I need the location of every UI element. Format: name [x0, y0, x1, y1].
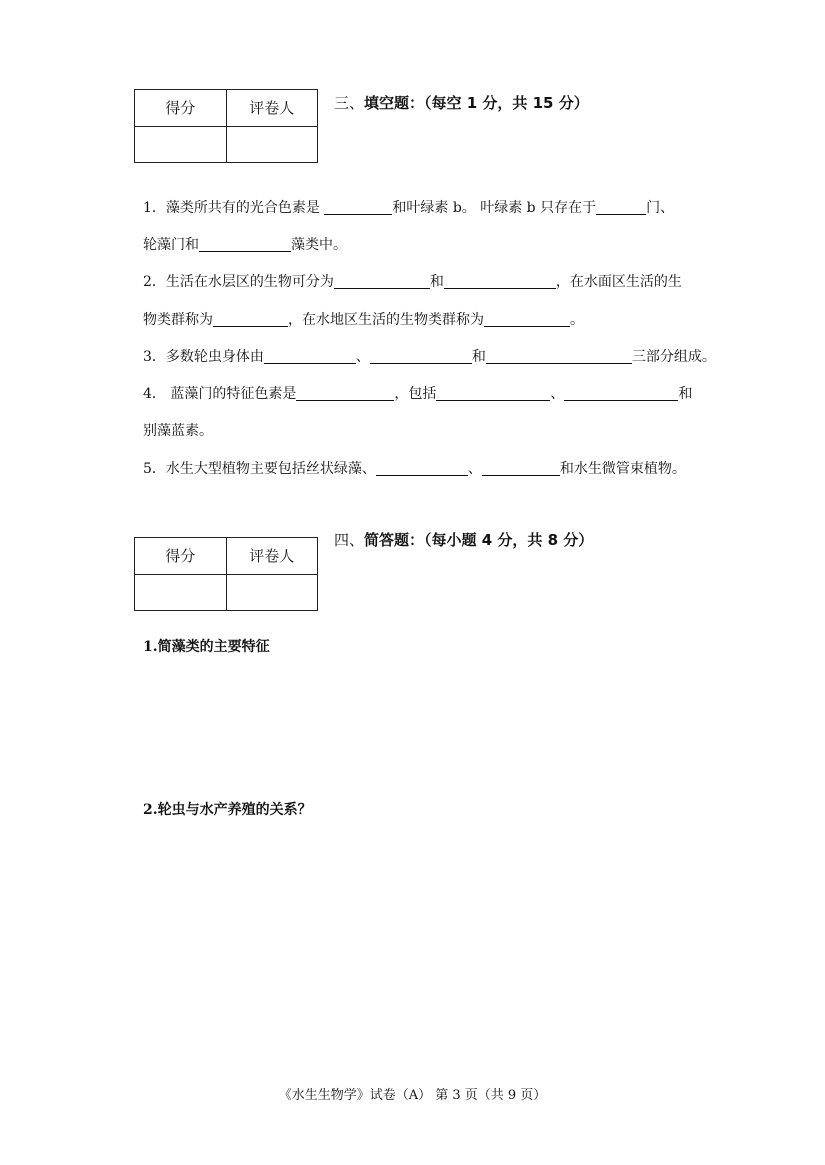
fill-q4-line1 — [143, 384, 692, 404]
short-answer-q2: 2.轮虫与水产养殖的关系？ — [143, 802, 312, 818]
score-cell[interactable] — [135, 574, 227, 611]
grader-cell[interactable] — [226, 126, 318, 163]
q3-text-a: 3．多数轮虫身体由 — [143, 349, 264, 365]
q1-text-e: 藻类中。 — [291, 237, 347, 253]
q2-text-c: ，在水面区生活的生 — [555, 274, 682, 290]
q3-blank-1[interactable] — [264, 347, 356, 364]
q4-text-b: ，包括 — [394, 386, 437, 402]
q2-text-f: 。 — [570, 312, 584, 328]
q2-text-b: 和 — [429, 274, 444, 290]
q1-blank-1[interactable] — [324, 198, 392, 215]
q2-blank-4[interactable] — [484, 310, 570, 327]
q1-text-c: 门、 — [646, 200, 675, 216]
q3-text-c: 和 — [471, 349, 486, 365]
q5-blank-1[interactable] — [376, 459, 468, 476]
score-table-section4 — [134, 537, 318, 611]
q2-text-e: ，在水地区生活的生物类群称为 — [288, 312, 484, 328]
section4-title-text: 简答题：（每小题 4 分，共 8 分） — [364, 531, 594, 549]
q1-text-d: 轮藻门和 — [143, 237, 199, 253]
score-header: 得分 — [135, 90, 227, 127]
page-footer: 《水生生物学》试卷（A） 第 3 页（共 9 页） — [278, 1088, 547, 1103]
grader-header: 评卷人 — [226, 538, 318, 575]
q1-text-a: 1．藻类所共有的光合色素是 — [143, 200, 320, 216]
q3-blank-3[interactable] — [486, 347, 632, 364]
q3-text-d: 三部分组成。 — [631, 349, 716, 365]
q4-blank-3[interactable] — [564, 384, 678, 401]
fill-q3-line — [143, 347, 716, 367]
q4-text-e: 别藻蓝素。 — [143, 423, 213, 439]
grader-cell[interactable] — [226, 574, 318, 611]
fill-q2-line2 — [143, 310, 584, 330]
fill-q5-line — [143, 459, 686, 479]
score-table-section3 — [134, 89, 318, 163]
q2-text-d: 物类群称为 — [143, 312, 213, 328]
q3-blank-2[interactable] — [370, 347, 472, 364]
score-header: 得分 — [135, 538, 227, 575]
q4-blank-1[interactable] — [296, 384, 394, 401]
grader-header: 评卷人 — [226, 90, 318, 127]
fill-q1-line2 — [143, 235, 347, 255]
q4-text-d: 和 — [678, 386, 693, 402]
score-cell[interactable] — [135, 126, 227, 163]
q2-blank-3[interactable] — [213, 310, 288, 327]
fill-q4-line2 — [143, 421, 213, 441]
q5-blank-2[interactable] — [482, 459, 560, 476]
fill-q1-line1 — [143, 198, 674, 218]
q4-text-a: 4． 蓝藻门的特征色素是 — [143, 386, 297, 402]
q1-blank-2[interactable] — [596, 198, 646, 215]
q5-text-a: 5．水生大型植物主要包括丝状绿藻、 — [143, 461, 376, 477]
short-answer-q1: 1.简藻类的主要特征 — [143, 639, 270, 655]
q5-text-c: 和水生微管束植物。 — [559, 461, 686, 477]
q3-text-b: 、 — [355, 349, 370, 365]
q1-text-b: 和叶绿素 b。 叶绿素 b 只存在于 — [392, 200, 597, 216]
fill-q2-line1 — [143, 272, 682, 292]
q4-text-c: 、 — [550, 386, 565, 402]
section4-prefix: 四、 — [334, 531, 365, 549]
q2-text-a: 2．生活在水层区的生物可分为 — [143, 274, 334, 290]
q1-blank-3[interactable] — [199, 235, 291, 252]
q2-blank-2[interactable] — [444, 272, 556, 289]
q4-blank-2[interactable] — [436, 384, 550, 401]
section3-title-text: 填空题：（每空 1 分，共 15 分） — [364, 94, 589, 112]
q2-blank-1[interactable] — [334, 272, 430, 289]
q5-text-b: 、 — [467, 461, 482, 477]
section3-prefix: 三、 — [334, 94, 365, 112]
section3-title — [334, 92, 589, 113]
section4-title — [334, 529, 593, 550]
